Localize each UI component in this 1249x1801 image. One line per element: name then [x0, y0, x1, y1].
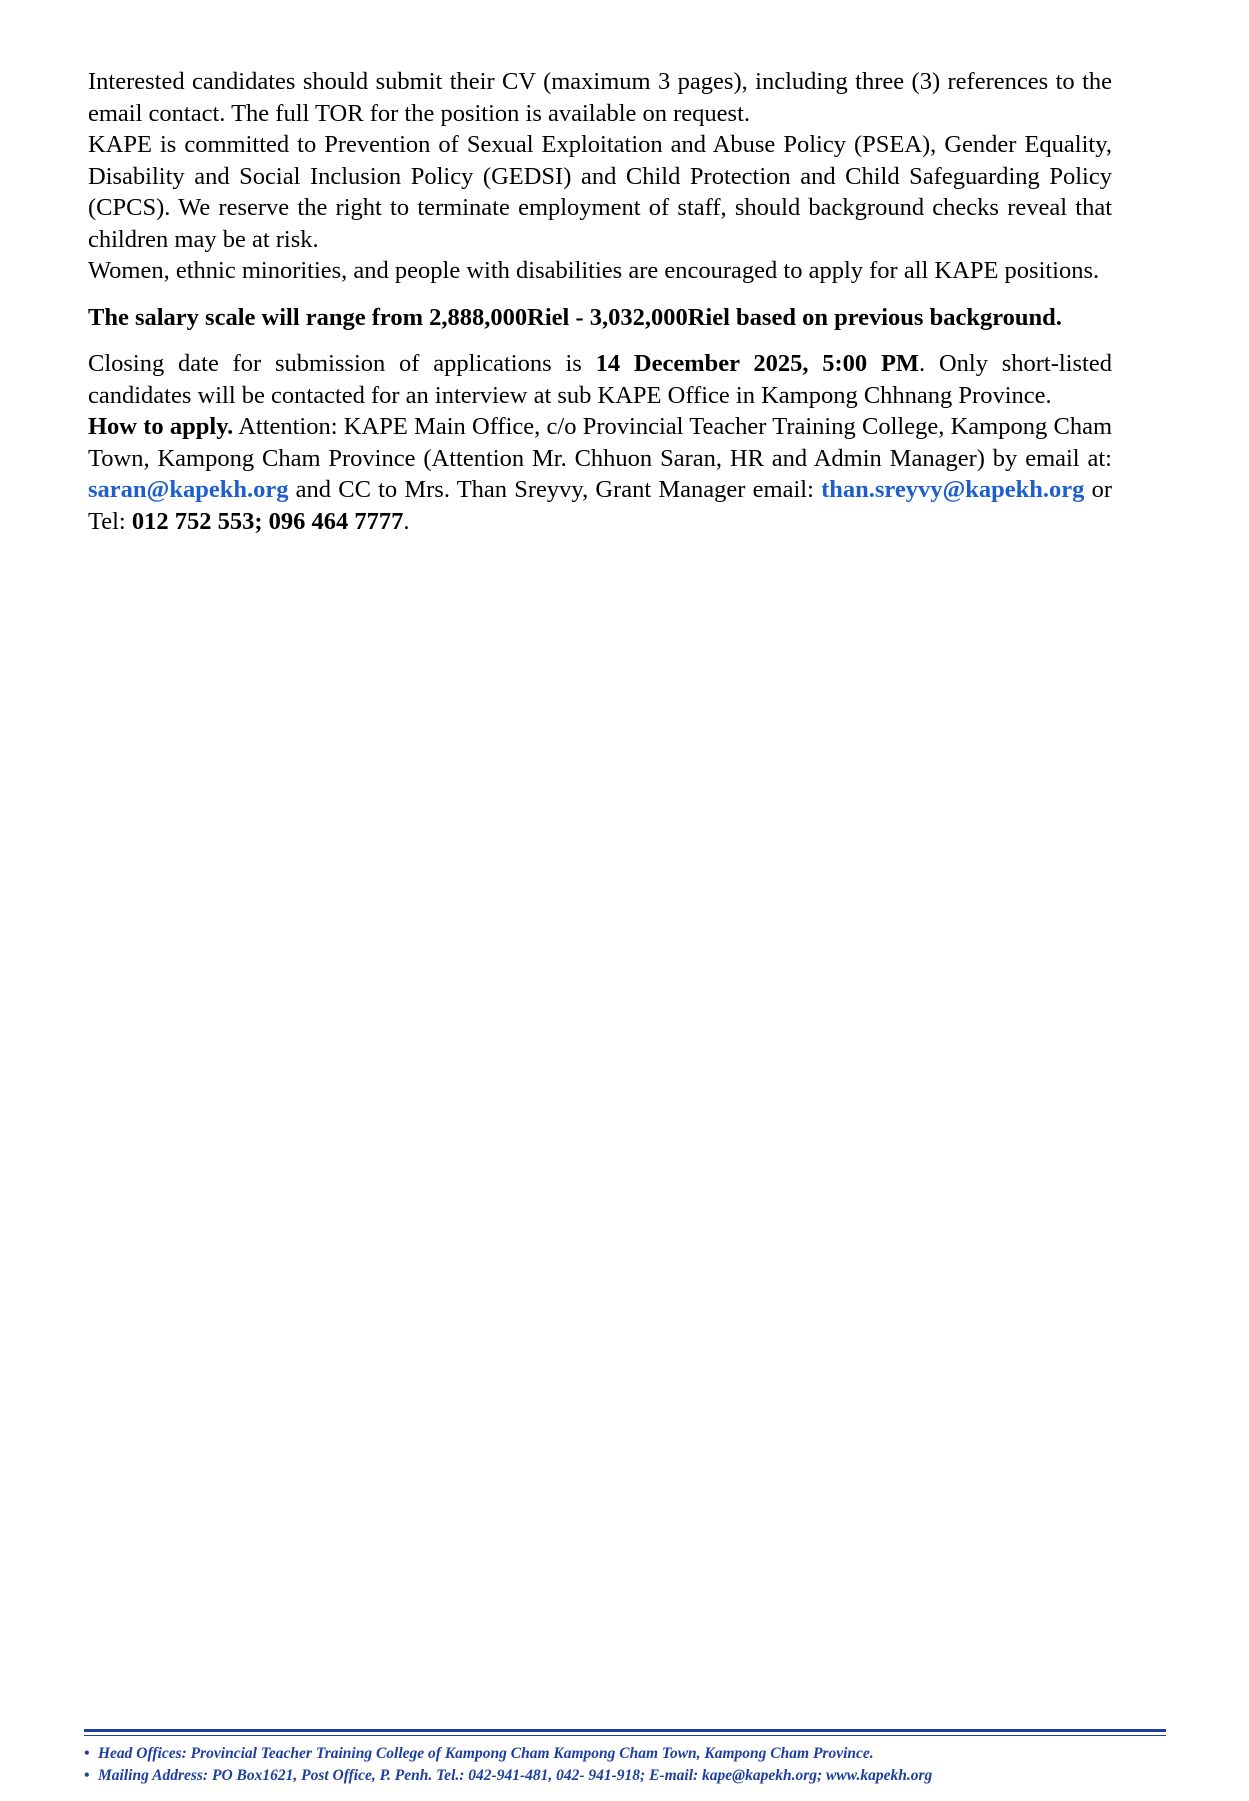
closing-deadline-text: 14 December 2025, 5:00 PM — [595, 350, 920, 377]
closing-prefix-text: Closing date for submission of applications is — [88, 350, 596, 377]
how-to-apply-text-part2: and CC to Mrs. Than Sreyvy, Grant Manager email: — [288, 476, 822, 503]
paragraph-how-to-apply — [88, 411, 1112, 537]
footer-divider-thin — [84, 1735, 1166, 1736]
phone-numbers-text: 012 752 553; 096 464 7777 — [131, 507, 404, 535]
footer-divider-thick — [84, 1729, 1166, 1732]
paragraph-equal-opportunity: Women, ethnic minorities, and people with disabilities are encouraged to apply for all KAPE positions. — [88, 257, 1100, 284]
paragraph-closing-date — [88, 348, 1112, 411]
paragraph-salary-scale: The salary scale will range from 2,888,000Riel - 3,032,000Riel based on previous background. — [88, 303, 1062, 331]
footer-mailing-address-line: • Mailing Address: PO Box1621, Post Office, P. Penh. Tel.: 042-941-481, 042- 941-918; E-mail: kape@kapekh.org; www.kapekh.org — [84, 1765, 1166, 1787]
paragraph-safeguarding-policy: KAPE is committed to Prevention of Sexual Exploitation and Abuse Policy (PSEA), Gender Equality, Disability and Social Inclusion Policy (GEDSI) and Child Protection and Child Safeguarding Policy (CPCS). We reserve the right to terminate employment of staff, should background checks reveal that children may be at risk. — [88, 131, 1112, 253]
page-footer — [0, 1723, 1249, 1801]
email-link-than-sreyvy[interactable]: than.sreyvy@kapekh.org — [821, 476, 1085, 503]
spacer-before-salary — [88, 287, 1112, 302]
how-to-apply-label: How to apply. — [88, 413, 234, 440]
email-link-saran[interactable]: saran@kapekh.org — [88, 476, 289, 503]
spacer-after-salary — [88, 333, 1112, 348]
paragraph-submission-instructions: Interested candidates should submit their CV (maximum 3 pages), including three (3) references to the email contact. The full TOR for the position is available on request. — [88, 68, 1112, 127]
footer-head-office-line: • Head Offices: Provincial Teacher Training College of Kampong Cham Kampong Cham Town, Kampong Cham Province. — [84, 1743, 1166, 1765]
closing-suffix-text: . Only short-listed candidates will be contacted for an interview at sub KAPE Office in Kampong Chhnang Province. — [88, 350, 1112, 409]
document-body — [88, 66, 1112, 537]
how-to-apply-text-part1: Attention: KAPE Main Office, c/o Provincial Teacher Training College, Kampong Cham Town, Kampong Cham Province (Attention Mr. Chhuon Saran, HR and Admin Manager) by email at: — [88, 413, 1113, 472]
how-to-apply-text-part3: or Tel: — [88, 476, 1112, 535]
footer-contact-block — [84, 1743, 1166, 1787]
how-to-apply-end-punctuation: . — [403, 507, 410, 535]
